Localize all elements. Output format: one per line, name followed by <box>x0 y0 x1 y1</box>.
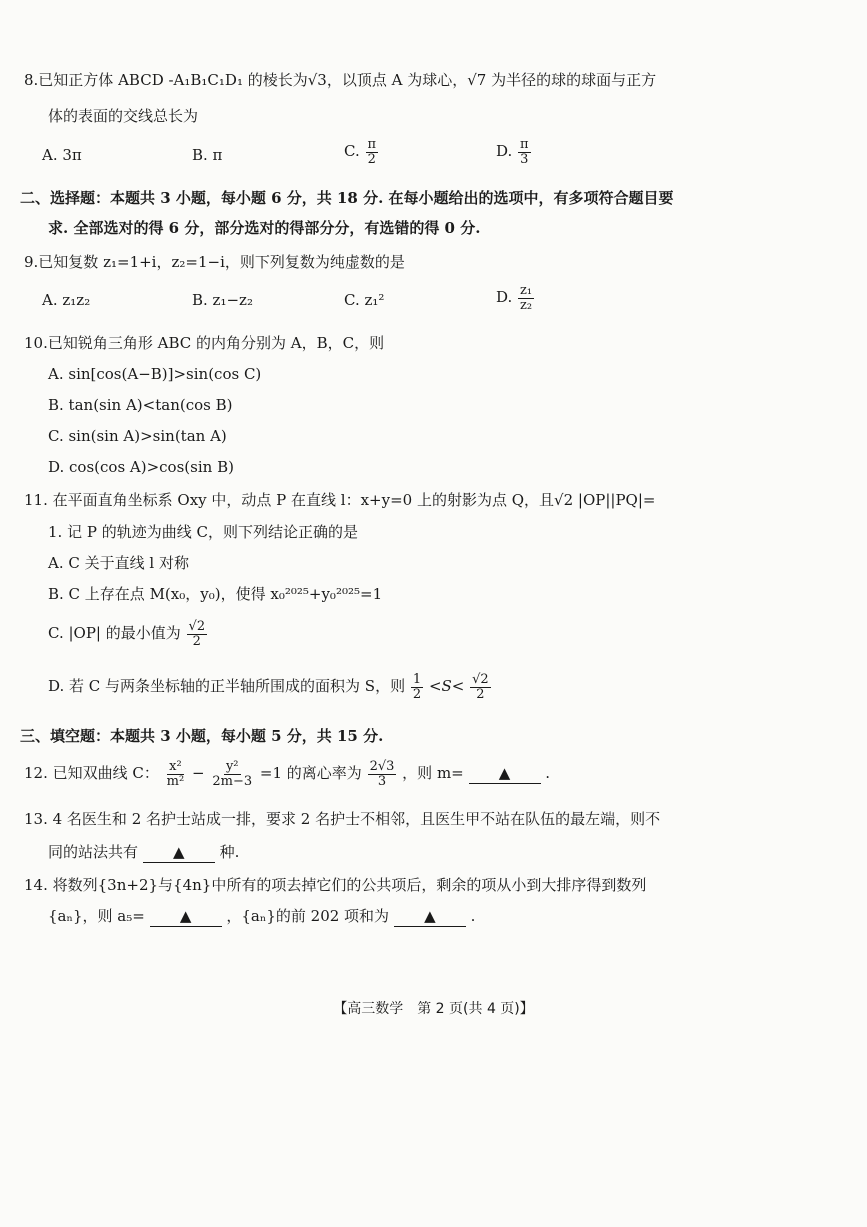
q13-line2-pre: 同的站法共有 <box>48 843 139 861</box>
q9-option-d-fraction <box>518 284 534 312</box>
page-footer: 【高三数学 第 2 页(共 4 页)】 <box>333 1001 534 1017</box>
q8-option-d-fraction <box>518 138 531 166</box>
q8-option-c-label: C. <box>344 142 360 161</box>
q12-f2-den: 2m−3 <box>212 773 253 789</box>
q11-option-c-den: 2 <box>192 633 201 649</box>
q14-line2-end: . <box>470 907 476 925</box>
q11-option-d-f2-num: √2 <box>472 672 489 687</box>
q8-stem-line2: 体的表面的交线总长为 <box>48 107 199 125</box>
q14-stem-line2 <box>48 906 475 927</box>
q12-f3-num: 2√3 <box>369 759 395 774</box>
q11-option-c-fraction <box>187 620 208 648</box>
q8-option-c <box>344 138 379 166</box>
section2-title-line2: 求. 全部选对的得 6 分，部分选对的得部分分，有选错的得 0 分. <box>48 219 481 237</box>
section3-title: 三、填空题：本题共 3 小题，每小题 5 分，共 15 分. <box>20 727 384 745</box>
q11-option-d-fraction1 <box>411 673 423 701</box>
q12-f3-den: 3 <box>377 773 387 789</box>
q11-option-c <box>48 620 208 648</box>
q11-option-c-text: C. |OP| 的最小值为 <box>48 624 181 643</box>
q11-option-d-fraction2 <box>470 673 491 701</box>
q14-line2-mid: ，{aₙ}的前 202 项和为 <box>226 907 390 925</box>
q8-option-b: B. π <box>192 146 223 164</box>
q8-option-c-num: π <box>367 137 377 152</box>
triangle-icon: ▲ <box>424 907 436 925</box>
q13-stem-line2 <box>48 842 239 863</box>
q8-option-d-den: 3 <box>520 151 529 167</box>
q13-answer-blank[interactable] <box>143 842 215 863</box>
q12-end: . <box>545 764 551 783</box>
q11-stem-line2: 1. 记 P 的轨迹为曲线 C，则下列结论正确的是 <box>48 523 358 541</box>
triangle-icon: ▲ <box>173 843 185 861</box>
q9-option-a: A. z₁z₂ <box>42 291 91 309</box>
q11-option-a: A. C 关于直线 l 对称 <box>48 554 189 572</box>
q10-option-a: A. sin[cos(A−B)]>sin(cos C) <box>48 365 262 383</box>
q8-option-c-den: 2 <box>367 151 376 167</box>
q12-f1-den: m² <box>166 773 185 789</box>
q11-option-b: B. C 上存在点 M(x₀，y₀)，使得 x₀²⁰²⁵+y₀²⁰²⁵=1 <box>48 585 383 603</box>
q10-option-c: C. sin(sin A)>sin(tan A) <box>48 427 227 445</box>
q9-option-c: C. z₁² <box>344 291 385 309</box>
q12-mid: =1 的离心率为 <box>259 764 362 783</box>
q9-option-d-num: z₁ <box>520 283 533 298</box>
q8-option-d-num: π <box>520 137 529 152</box>
q9-option-d-den: z₂ <box>520 297 533 313</box>
q11-option-d <box>48 673 492 701</box>
q11-option-d-text: D. 若 C 与两条坐标轴的正半轴所围成的面积为 S，则 <box>48 677 406 696</box>
triangle-icon: ▲ <box>179 907 192 925</box>
q10-option-d: D. cos(cos A)>cos(sin B) <box>48 458 234 476</box>
triangle-icon: ▲ <box>498 764 511 783</box>
q12-fraction-x <box>165 760 187 788</box>
q12-stem <box>24 760 550 788</box>
q8-option-a: A. 3π <box>42 146 82 164</box>
q14-answer-blank-2[interactable] <box>394 906 466 927</box>
q14-answer-blank-1[interactable] <box>150 906 222 927</box>
q12-answer-blank[interactable] <box>469 763 541 784</box>
q12-fraction-e <box>368 760 397 788</box>
q12-pre: 12. 已知双曲线 C： <box>24 764 159 783</box>
q12-fraction-y <box>210 760 254 788</box>
section2-title-line1: 二、选择题：本题共 3 小题，每小题 6 分，共 18 分. 在每小题给出的选项中，有多项符合题目要 <box>20 189 674 207</box>
q9-stem: 9.已知复数 z₁=1+i，z₂=1−i，则下列复数为纯虚数的是 <box>24 253 405 271</box>
q12-post: ，则 m= <box>402 764 464 783</box>
q8-option-d-label: D. <box>496 142 513 161</box>
q12-f1-num: x² <box>169 759 182 774</box>
q12-minus: − <box>191 764 205 783</box>
q11-option-d-f1-num: 1 <box>412 672 422 687</box>
q10-option-b: B. tan(sin A)<tan(cos B) <box>48 396 233 414</box>
q9-option-b: B. z₁−z₂ <box>192 291 253 309</box>
q11-option-d-f1-den: 2 <box>412 686 422 702</box>
q12-f2-num: y² <box>225 759 239 774</box>
q13-stem-line1: 13. 4 名医生和 2 名护士站成一排，要求 2 名护士不相邻，且医生甲不站在队伍的最左端，则不 <box>24 810 661 828</box>
q8-stem-line1: 8.已知正方体 ABCD -A₁B₁C₁D₁ 的棱长为√3，以顶点 A 为球心，√7 为半径的球的球面与正方 <box>24 71 657 89</box>
q11-option-c-num: √2 <box>188 619 206 634</box>
q8-option-d <box>496 138 532 166</box>
q11-option-d-mid: <S< <box>428 677 465 696</box>
q8-option-c-fraction <box>366 138 379 166</box>
q13-line2-post: 种. <box>219 843 240 861</box>
q11-stem-line1: 11. 在平面直角坐标系 Oxy 中，动点 P 在直线 l：x+y=0 上的射影为点 Q，且√2 |OP||PQ|= <box>24 491 656 509</box>
q9-option-d <box>496 284 535 312</box>
q11-option-d-f2-den: 2 <box>476 686 485 702</box>
q9-option-d-label: D. <box>496 288 513 307</box>
q14-stem-line1: 14. 将数列{3n+2}与{4n}中所有的项去掉它们的公共项后，剩余的项从小到大排序得到数列 <box>24 876 647 894</box>
q14-line2-pre: {aₙ}，则 a₅= <box>48 907 145 925</box>
q10-stem: 10.已知锐角三角形 ABC 的内角分别为 A，B，C，则 <box>24 334 385 352</box>
